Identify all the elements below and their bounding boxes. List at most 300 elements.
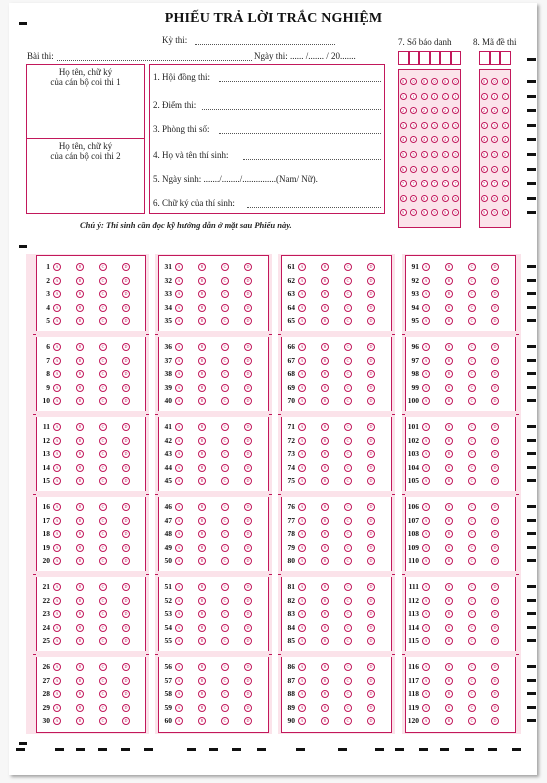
- sbd-digit-bubble[interactable]: 8: [431, 195, 438, 202]
- answer-bubble[interactable]: A: [298, 290, 306, 298]
- answer-bubble[interactable]: B: [321, 477, 329, 485]
- sbd-digit-bubble[interactable]: 4: [421, 136, 428, 143]
- answer-bubble[interactable]: B: [321, 277, 329, 285]
- answer-bubble[interactable]: A: [422, 583, 430, 591]
- answer-bubble[interactable]: A: [298, 357, 306, 365]
- made-digit-bubble[interactable]: 6: [491, 166, 498, 173]
- answer-bubble[interactable]: D: [244, 477, 252, 485]
- answer-bubble[interactable]: D: [244, 277, 252, 285]
- answer-bubble[interactable]: A: [422, 317, 430, 325]
- answer-bubble[interactable]: B: [445, 397, 453, 405]
- answer-bubble[interactable]: B: [321, 557, 329, 565]
- answer-bubble[interactable]: C: [99, 637, 107, 645]
- answer-bubble[interactable]: D: [491, 343, 499, 351]
- answer-bubble[interactable]: B: [76, 530, 84, 538]
- answer-bubble[interactable]: C: [468, 583, 476, 591]
- answer-bubble[interactable]: C: [468, 517, 476, 525]
- answer-bubble[interactable]: A: [298, 517, 306, 525]
- answer-bubble[interactable]: A: [422, 384, 430, 392]
- answer-bubble[interactable]: A: [298, 583, 306, 591]
- answer-bubble[interactable]: B: [76, 717, 84, 725]
- answer-bubble[interactable]: D: [122, 304, 130, 312]
- answer-bubble[interactable]: A: [53, 663, 61, 671]
- answer-bubble[interactable]: B: [76, 437, 84, 445]
- answer-bubble[interactable]: B: [76, 637, 84, 645]
- answer-bubble[interactable]: C: [221, 343, 229, 351]
- answer-bubble[interactable]: B: [198, 597, 206, 605]
- answer-bubble[interactable]: B: [321, 530, 329, 538]
- answer-bubble[interactable]: B: [76, 503, 84, 511]
- answer-bubble[interactable]: C: [468, 464, 476, 472]
- answer-bubble[interactable]: A: [298, 717, 306, 725]
- answer-bubble[interactable]: D: [491, 704, 499, 712]
- answer-bubble[interactable]: B: [198, 503, 206, 511]
- answer-bubble[interactable]: B: [445, 610, 453, 618]
- answer-bubble[interactable]: C: [221, 690, 229, 698]
- answer-bubble[interactable]: A: [175, 610, 183, 618]
- answer-bubble[interactable]: D: [367, 477, 375, 485]
- answer-bubble[interactable]: D: [122, 477, 130, 485]
- subject-line[interactable]: [57, 60, 252, 61]
- made-write-box[interactable]: [500, 51, 511, 65]
- sbd-digit-bubble[interactable]: 1: [431, 93, 438, 100]
- made-digit-bubble[interactable]: 5: [491, 151, 498, 158]
- answer-bubble[interactable]: D: [244, 557, 252, 565]
- answer-bubble[interactable]: D: [367, 357, 375, 365]
- answer-bubble[interactable]: B: [198, 704, 206, 712]
- made-digit-bubble[interactable]: 3: [491, 122, 498, 129]
- answer-bubble[interactable]: B: [198, 557, 206, 565]
- made-digit-bubble[interactable]: 9: [502, 209, 509, 216]
- answer-bubble[interactable]: C: [221, 637, 229, 645]
- answer-bubble[interactable]: A: [53, 317, 61, 325]
- answer-bubble[interactable]: D: [244, 397, 252, 405]
- answer-bubble[interactable]: C: [221, 277, 229, 285]
- answer-bubble[interactable]: B: [445, 384, 453, 392]
- answer-bubble[interactable]: D: [244, 717, 252, 725]
- answer-bubble[interactable]: A: [175, 304, 183, 312]
- answer-bubble[interactable]: C: [221, 530, 229, 538]
- answer-bubble[interactable]: A: [53, 423, 61, 431]
- answer-bubble[interactable]: B: [445, 423, 453, 431]
- answer-bubble[interactable]: B: [76, 397, 84, 405]
- answer-bubble[interactable]: D: [491, 277, 499, 285]
- answer-bubble[interactable]: C: [468, 304, 476, 312]
- answer-bubble[interactable]: C: [99, 610, 107, 618]
- answer-bubble[interactable]: B: [321, 357, 329, 365]
- sbd-digit-bubble[interactable]: 9: [442, 209, 449, 216]
- answer-bubble[interactable]: A: [422, 704, 430, 712]
- answer-bubble[interactable]: D: [244, 263, 252, 271]
- answer-bubble[interactable]: A: [298, 317, 306, 325]
- answer-bubble[interactable]: D: [122, 370, 130, 378]
- answer-bubble[interactable]: A: [175, 530, 183, 538]
- answer-bubble[interactable]: D: [367, 450, 375, 458]
- sbd-digit-bubble[interactable]: 9: [421, 209, 428, 216]
- answer-bubble[interactable]: D: [367, 624, 375, 632]
- answer-bubble[interactable]: B: [445, 544, 453, 552]
- answer-bubble[interactable]: A: [53, 597, 61, 605]
- answer-bubble[interactable]: B: [445, 277, 453, 285]
- answer-bubble[interactable]: C: [468, 530, 476, 538]
- answer-bubble[interactable]: C: [221, 544, 229, 552]
- made-digit-bubble[interactable]: 2: [502, 107, 509, 114]
- answer-bubble[interactable]: D: [244, 583, 252, 591]
- answer-bubble[interactable]: C: [344, 343, 352, 351]
- answer-bubble[interactable]: B: [445, 663, 453, 671]
- answer-bubble[interactable]: A: [175, 450, 183, 458]
- answer-bubble[interactable]: B: [321, 690, 329, 698]
- answer-bubble[interactable]: B: [76, 423, 84, 431]
- answer-bubble[interactable]: A: [175, 317, 183, 325]
- answer-bubble[interactable]: A: [175, 277, 183, 285]
- answer-bubble[interactable]: D: [367, 597, 375, 605]
- answer-bubble[interactable]: A: [175, 437, 183, 445]
- sbd-digit-bubble[interactable]: 2: [421, 107, 428, 114]
- answer-bubble[interactable]: D: [367, 610, 375, 618]
- answer-bubble[interactable]: D: [244, 343, 252, 351]
- answer-bubble[interactable]: D: [122, 530, 130, 538]
- sbd-digit-bubble[interactable]: 5: [400, 151, 407, 158]
- answer-bubble[interactable]: B: [445, 717, 453, 725]
- answer-bubble[interactable]: B: [321, 423, 329, 431]
- answer-bubble[interactable]: A: [422, 597, 430, 605]
- answer-bubble[interactable]: C: [99, 464, 107, 472]
- answer-bubble[interactable]: A: [175, 370, 183, 378]
- answer-bubble[interactable]: C: [468, 624, 476, 632]
- answer-bubble[interactable]: D: [244, 317, 252, 325]
- answer-bubble[interactable]: B: [198, 717, 206, 725]
- answer-bubble[interactable]: A: [298, 384, 306, 392]
- answer-bubble[interactable]: B: [445, 677, 453, 685]
- answer-bubble[interactable]: C: [99, 343, 107, 351]
- sbd-digit-bubble[interactable]: 7: [410, 180, 417, 187]
- answer-bubble[interactable]: C: [99, 477, 107, 485]
- answer-bubble[interactable]: C: [99, 357, 107, 365]
- answer-bubble[interactable]: D: [367, 384, 375, 392]
- answer-bubble[interactable]: C: [344, 503, 352, 511]
- answer-bubble[interactable]: D: [491, 517, 499, 525]
- answer-bubble[interactable]: D: [244, 677, 252, 685]
- answer-bubble[interactable]: D: [122, 610, 130, 618]
- answer-bubble[interactable]: B: [76, 610, 84, 618]
- answer-bubble[interactable]: C: [344, 384, 352, 392]
- answer-bubble[interactable]: C: [221, 437, 229, 445]
- answer-bubble[interactable]: A: [298, 397, 306, 405]
- answer-bubble[interactable]: B: [76, 704, 84, 712]
- answer-bubble[interactable]: D: [122, 464, 130, 472]
- answer-bubble[interactable]: A: [422, 397, 430, 405]
- answer-bubble[interactable]: C: [344, 357, 352, 365]
- answer-bubble[interactable]: C: [468, 717, 476, 725]
- answer-bubble[interactable]: D: [244, 304, 252, 312]
- sbd-digit-bubble[interactable]: 1: [400, 93, 407, 100]
- answer-bubble[interactable]: A: [53, 450, 61, 458]
- answer-bubble[interactable]: D: [122, 677, 130, 685]
- answer-bubble[interactable]: B: [198, 450, 206, 458]
- answer-bubble[interactable]: B: [321, 437, 329, 445]
- answer-bubble[interactable]: A: [53, 610, 61, 618]
- answer-bubble[interactable]: D: [244, 370, 252, 378]
- answer-bubble[interactable]: B: [445, 477, 453, 485]
- sbd-digit-bubble[interactable]: 0: [421, 78, 428, 85]
- answer-bubble[interactable]: B: [76, 370, 84, 378]
- answer-bubble[interactable]: D: [367, 370, 375, 378]
- answer-bubble[interactable]: D: [491, 477, 499, 485]
- answer-bubble[interactable]: D: [491, 464, 499, 472]
- answer-bubble[interactable]: B: [198, 423, 206, 431]
- answer-bubble[interactable]: A: [298, 423, 306, 431]
- answer-bubble[interactable]: D: [491, 690, 499, 698]
- answer-bubble[interactable]: A: [175, 704, 183, 712]
- answer-bubble[interactable]: D: [491, 503, 499, 511]
- answer-bubble[interactable]: C: [344, 317, 352, 325]
- answer-bubble[interactable]: C: [468, 477, 476, 485]
- made-digit-bubble[interactable]: 1: [502, 93, 509, 100]
- answer-bubble[interactable]: B: [198, 583, 206, 591]
- answer-bubble[interactable]: B: [198, 517, 206, 525]
- sbd-digit-bubble[interactable]: 3: [400, 122, 407, 129]
- answer-bubble[interactable]: C: [221, 477, 229, 485]
- answer-bubble[interactable]: A: [53, 637, 61, 645]
- answer-bubble[interactable]: B: [321, 637, 329, 645]
- answer-bubble[interactable]: B: [198, 277, 206, 285]
- answer-bubble[interactable]: B: [321, 610, 329, 618]
- answer-bubble[interactable]: A: [422, 464, 430, 472]
- answer-bubble[interactable]: D: [367, 503, 375, 511]
- answer-bubble[interactable]: D: [491, 557, 499, 565]
- answer-bubble[interactable]: B: [198, 437, 206, 445]
- made-digit-bubble[interactable]: 9: [481, 209, 488, 216]
- answer-bubble[interactable]: A: [175, 597, 183, 605]
- answer-bubble[interactable]: A: [53, 343, 61, 351]
- sbd-digit-bubble[interactable]: 3: [410, 122, 417, 129]
- sbd-digit-bubble[interactable]: 2: [400, 107, 407, 114]
- answer-bubble[interactable]: C: [468, 544, 476, 552]
- answer-bubble[interactable]: C: [221, 677, 229, 685]
- answer-bubble[interactable]: D: [122, 343, 130, 351]
- made-digit-bubble[interactable]: 5: [481, 151, 488, 158]
- answer-bubble[interactable]: B: [198, 530, 206, 538]
- answer-bubble[interactable]: B: [321, 263, 329, 271]
- answer-bubble[interactable]: A: [175, 677, 183, 685]
- answer-bubble[interactable]: A: [53, 557, 61, 565]
- answer-bubble[interactable]: C: [468, 610, 476, 618]
- made-digit-bubble[interactable]: 2: [491, 107, 498, 114]
- answer-bubble[interactable]: D: [122, 503, 130, 511]
- answer-bubble[interactable]: D: [367, 464, 375, 472]
- sbd-digit-bubble[interactable]: 7: [442, 180, 449, 187]
- answer-bubble[interactable]: A: [298, 663, 306, 671]
- answer-bubble[interactable]: C: [344, 677, 352, 685]
- sbd-digit-bubble[interactable]: 5: [431, 151, 438, 158]
- answer-bubble[interactable]: B: [198, 637, 206, 645]
- answer-bubble[interactable]: C: [468, 343, 476, 351]
- answer-bubble[interactable]: B: [445, 503, 453, 511]
- answer-bubble[interactable]: A: [422, 677, 430, 685]
- answer-bubble[interactable]: D: [491, 637, 499, 645]
- answer-bubble[interactable]: A: [298, 624, 306, 632]
- made-digit-bubble[interactable]: 4: [502, 136, 509, 143]
- sbd-digit-bubble[interactable]: 9: [410, 209, 417, 216]
- answer-bubble[interactable]: C: [99, 704, 107, 712]
- sbd-digit-bubble[interactable]: 0: [452, 78, 459, 85]
- answer-bubble[interactable]: B: [198, 610, 206, 618]
- answer-bubble[interactable]: D: [491, 397, 499, 405]
- answer-bubble[interactable]: A: [422, 624, 430, 632]
- sbd-digit-bubble[interactable]: 8: [452, 195, 459, 202]
- answer-bubble[interactable]: B: [445, 704, 453, 712]
- answer-bubble[interactable]: A: [175, 544, 183, 552]
- answer-bubble[interactable]: B: [321, 290, 329, 298]
- answer-bubble[interactable]: C: [99, 530, 107, 538]
- answer-bubble[interactable]: B: [445, 437, 453, 445]
- answer-bubble[interactable]: D: [367, 544, 375, 552]
- made-digit-bubble[interactable]: 3: [502, 122, 509, 129]
- answer-bubble[interactable]: C: [99, 503, 107, 511]
- answer-bubble[interactable]: A: [175, 583, 183, 591]
- answer-bubble[interactable]: B: [198, 304, 206, 312]
- sbd-digit-bubble[interactable]: 1: [410, 93, 417, 100]
- answer-bubble[interactable]: D: [491, 437, 499, 445]
- answer-bubble[interactable]: B: [321, 677, 329, 685]
- sbd-digit-bubble[interactable]: 8: [410, 195, 417, 202]
- answer-bubble[interactable]: A: [298, 450, 306, 458]
- made-digit-bubble[interactable]: 0: [481, 78, 488, 85]
- answer-bubble[interactable]: C: [221, 263, 229, 271]
- answer-bubble[interactable]: C: [221, 597, 229, 605]
- answer-bubble[interactable]: C: [221, 370, 229, 378]
- answer-bubble[interactable]: C: [344, 437, 352, 445]
- answer-bubble[interactable]: A: [422, 290, 430, 298]
- field-line-2[interactable]: [202, 109, 381, 110]
- answer-bubble[interactable]: B: [76, 517, 84, 525]
- answer-bubble[interactable]: C: [344, 304, 352, 312]
- sbd-digit-bubble[interactable]: 8: [421, 195, 428, 202]
- answer-bubble[interactable]: D: [491, 370, 499, 378]
- answer-bubble[interactable]: D: [367, 704, 375, 712]
- answer-bubble[interactable]: C: [468, 677, 476, 685]
- answer-bubble[interactable]: D: [244, 423, 252, 431]
- sbd-digit-bubble[interactable]: 2: [442, 107, 449, 114]
- sbd-digit-bubble[interactable]: 1: [442, 93, 449, 100]
- answer-bubble[interactable]: D: [491, 610, 499, 618]
- answer-bubble[interactable]: D: [491, 317, 499, 325]
- answer-bubble[interactable]: A: [422, 637, 430, 645]
- answer-bubble[interactable]: B: [198, 263, 206, 271]
- answer-bubble[interactable]: D: [491, 423, 499, 431]
- answer-bubble[interactable]: B: [76, 277, 84, 285]
- answer-bubble[interactable]: D: [367, 423, 375, 431]
- answer-bubble[interactable]: D: [244, 357, 252, 365]
- answer-bubble[interactable]: B: [321, 717, 329, 725]
- answer-bubble[interactable]: B: [445, 290, 453, 298]
- made-digit-bubble[interactable]: 1: [491, 93, 498, 100]
- answer-bubble[interactable]: C: [221, 357, 229, 365]
- answer-bubble[interactable]: B: [76, 557, 84, 565]
- answer-bubble[interactable]: D: [244, 517, 252, 525]
- answer-bubble[interactable]: B: [76, 464, 84, 472]
- made-digit-bubble[interactable]: 5: [502, 151, 509, 158]
- answer-bubble[interactable]: B: [321, 544, 329, 552]
- answer-bubble[interactable]: A: [422, 663, 430, 671]
- answer-bubble[interactable]: A: [175, 263, 183, 271]
- answer-bubble[interactable]: A: [175, 423, 183, 431]
- answer-bubble[interactable]: B: [321, 464, 329, 472]
- answer-bubble[interactable]: A: [422, 263, 430, 271]
- sbd-digit-bubble[interactable]: 3: [421, 122, 428, 129]
- answer-bubble[interactable]: C: [468, 290, 476, 298]
- sbd-digit-bubble[interactable]: 2: [431, 107, 438, 114]
- answer-bubble[interactable]: C: [221, 290, 229, 298]
- answer-bubble[interactable]: A: [298, 304, 306, 312]
- answer-bubble[interactable]: B: [76, 544, 84, 552]
- answer-bubble[interactable]: C: [344, 690, 352, 698]
- answer-bubble[interactable]: B: [445, 343, 453, 351]
- answer-bubble[interactable]: C: [468, 704, 476, 712]
- answer-bubble[interactable]: C: [99, 583, 107, 591]
- answer-bubble[interactable]: D: [122, 517, 130, 525]
- sbd-write-box[interactable]: [409, 51, 420, 65]
- answer-bubble[interactable]: C: [221, 610, 229, 618]
- answer-bubble[interactable]: C: [99, 597, 107, 605]
- answer-bubble[interactable]: D: [491, 263, 499, 271]
- made-digit-bubble[interactable]: 4: [491, 136, 498, 143]
- sbd-digit-bubble[interactable]: 6: [400, 166, 407, 173]
- answer-bubble[interactable]: B: [445, 263, 453, 271]
- answer-bubble[interactable]: A: [298, 263, 306, 271]
- answer-bubble[interactable]: D: [122, 557, 130, 565]
- answer-bubble[interactable]: C: [468, 277, 476, 285]
- answer-bubble[interactable]: C: [468, 397, 476, 405]
- answer-bubble[interactable]: A: [53, 544, 61, 552]
- made-digit-bubble[interactable]: 8: [502, 195, 509, 202]
- answer-bubble[interactable]: D: [122, 544, 130, 552]
- answer-bubble[interactable]: A: [422, 343, 430, 351]
- answer-bubble[interactable]: A: [175, 717, 183, 725]
- answer-bubble[interactable]: D: [491, 597, 499, 605]
- answer-bubble[interactable]: C: [468, 263, 476, 271]
- answer-bubble[interactable]: A: [298, 704, 306, 712]
- answer-bubble[interactable]: C: [468, 637, 476, 645]
- answer-bubble[interactable]: B: [445, 557, 453, 565]
- answer-bubble[interactable]: D: [367, 290, 375, 298]
- answer-bubble[interactable]: B: [445, 317, 453, 325]
- answer-bubble[interactable]: B: [76, 663, 84, 671]
- answer-bubble[interactable]: C: [344, 704, 352, 712]
- answer-bubble[interactable]: D: [122, 637, 130, 645]
- answer-bubble[interactable]: B: [76, 477, 84, 485]
- made-digit-bubble[interactable]: 4: [481, 136, 488, 143]
- answer-bubble[interactable]: A: [175, 464, 183, 472]
- answer-bubble[interactable]: C: [344, 663, 352, 671]
- answer-bubble[interactable]: A: [298, 464, 306, 472]
- field-line-4[interactable]: [243, 159, 381, 160]
- answer-bubble[interactable]: A: [422, 690, 430, 698]
- answer-bubble[interactable]: D: [244, 690, 252, 698]
- sbd-digit-bubble[interactable]: 4: [410, 136, 417, 143]
- answer-bubble[interactable]: D: [367, 530, 375, 538]
- sbd-digit-bubble[interactable]: 6: [421, 166, 428, 173]
- sbd-digit-bubble[interactable]: 5: [421, 151, 428, 158]
- answer-bubble[interactable]: C: [221, 317, 229, 325]
- sbd-digit-bubble[interactable]: 6: [431, 166, 438, 173]
- answer-bubble[interactable]: D: [122, 704, 130, 712]
- answer-bubble[interactable]: B: [198, 357, 206, 365]
- sbd-digit-bubble[interactable]: 2: [452, 107, 459, 114]
- answer-bubble[interactable]: C: [99, 277, 107, 285]
- answer-bubble[interactable]: C: [221, 583, 229, 591]
